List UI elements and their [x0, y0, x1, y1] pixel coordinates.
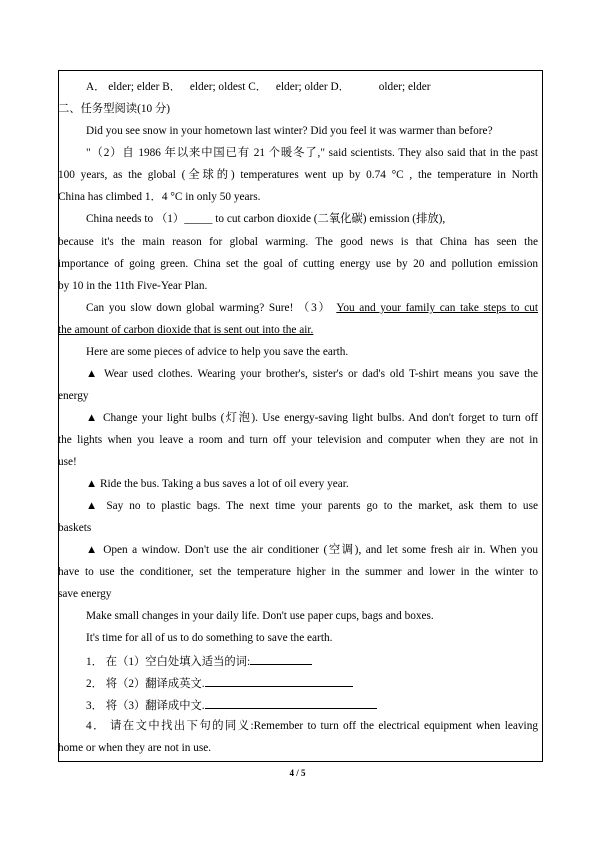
advice-item: ▲ Ride the bus. Taking a bus saves a lot of oil every year.	[86, 478, 349, 490]
passage-line	[58, 301, 538, 315]
advice-item: have to use the conditioner, set the temperature higher in the summer and lower in the winter to	[58, 566, 538, 578]
question-3: 3． 将（3）翻译成中文.	[58, 697, 538, 713]
advice-item: save energy	[58, 588, 112, 600]
passage-text: Can you slow down global warming? Sure! （3）	[86, 302, 332, 314]
option-d: older; elder	[378, 81, 431, 93]
advice-item: energy	[58, 390, 89, 402]
answer-options	[58, 80, 538, 94]
passage-line: Did you see snow in your hometown last winter? Did you feel it was warmer than before?	[86, 125, 493, 137]
advice-item: ▲ Say no to plastic bags. The next time your parents go to the market, ask them to use	[86, 500, 538, 512]
passage-line: because it's the main reason for global warming. The good news is that China has seen the	[58, 236, 538, 248]
advice-item: use!	[58, 456, 77, 468]
passage-line: importance of going green. China set the goal of cutting energy use by 20 and pollution emission	[58, 258, 538, 270]
option-a: A． elder; elder B．	[86, 81, 182, 93]
question-1: 1． 在（1）空白处填入适当的词:	[58, 653, 538, 669]
option-b: elder; oldest C．	[189, 81, 268, 93]
section-title: 二、任务型阅读(10 分)	[58, 103, 171, 115]
advice-item: ▲ Change your light bulbs (灯泡). Use energy-saving light bulbs. And don't forget to turn off	[86, 412, 538, 424]
answer-blank[interactable]	[205, 697, 377, 709]
passage-line: China has climbed 1．4 °C in only 50 years.	[58, 191, 261, 203]
answer-blank[interactable]	[205, 675, 353, 687]
passage-line: China needs to （1）_____ to cut carbon dioxide (二氧化碳) emission (排放),	[86, 213, 446, 225]
question-4: 4． 请在文中找出下句的同义:Remember to turn off the electrical equipment when leaving	[86, 720, 538, 732]
question-4-cont: home or when they are not in use.	[58, 742, 212, 754]
underlined-sentence: You and your family can take steps to cut	[336, 302, 539, 314]
option-c: elder; older D．	[275, 81, 350, 93]
advice-item: baskets	[58, 522, 92, 534]
passage-line: 100 years, as the global (全球的) temperatures went up by 0.74 °C , the temperature in North	[58, 169, 538, 181]
passage-line: Here are some pieces of advice to help you save the earth.	[86, 346, 349, 358]
underlined-sentence: the amount of carbon dioxide that is sent out into the air.	[58, 324, 314, 336]
passage-line: It's time for all of us to do something to save the earth.	[86, 632, 333, 644]
passage-line: by 10 in the 11th Five-Year Plan.	[58, 280, 208, 292]
answer-blank[interactable]	[250, 653, 312, 665]
question-2: 2． 将（2）翻译成英文.	[58, 675, 538, 691]
advice-item: ▲ Wear used clothes. Wearing your brother's, sister's or dad's old T-shirt means you save the	[86, 368, 538, 380]
passage-line: "（2）自 1986 年以来中国已有 21 个暖冬了," said scientists. They also said that in the past	[86, 147, 538, 159]
advice-item: ▲ Open a window. Don't use the air conditioner (空调), and let some fresh air in. When you	[86, 544, 538, 556]
page-number: 4 / 5	[289, 768, 306, 778]
advice-item: the lights when you leave a room and turn off your television and computer when they are not in	[58, 434, 538, 446]
passage-line: Make small changes in your daily life. Don't use paper cups, bags and boxes.	[86, 610, 434, 622]
